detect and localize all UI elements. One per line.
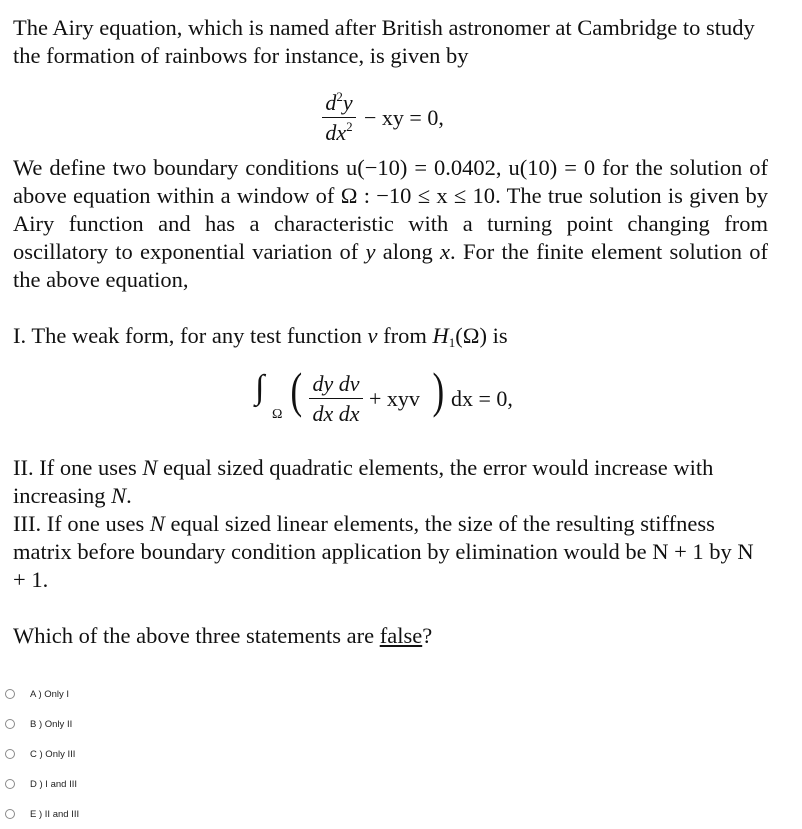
weak-form-middle-term: + xyv: [369, 386, 420, 411]
left-parenthesis: (: [290, 362, 303, 418]
radio-button-a[interactable]: [5, 689, 15, 699]
domain-window: Ω : −10 ≤ x ≤ 10: [340, 183, 496, 208]
definition-part2: for the solution of above equation within a window of: [13, 155, 769, 208]
option-d-label: D ) I and III: [30, 778, 77, 790]
definition-part5: . For the finite element solution of the above equation,: [13, 239, 768, 292]
matrix-size-cols: N + 1: [13, 539, 754, 592]
statement-two-prefix: II. If one uses: [13, 455, 143, 480]
var-y: y: [365, 239, 376, 264]
denominator-dx: dx: [325, 120, 347, 145]
matrix-size-rows: N + 1: [652, 539, 704, 564]
statement-two: [13, 454, 768, 510]
option-d[interactable]: [5, 774, 77, 794]
question-intro: The Airy equation, which is named after British astronomer at Cambridge to study the formation of rainbows for instance, is given by: [13, 15, 755, 68]
equation-remainder: − xy = 0,: [364, 105, 444, 130]
question-prompt: [13, 622, 768, 650]
option-a-label: A ) Only I: [30, 688, 70, 700]
by-word: by: [703, 539, 738, 564]
fraction-denominator: dx dx: [312, 401, 360, 426]
airy-equation: [320, 90, 480, 148]
prompt-emphasis: false: [379, 623, 423, 648]
right-parenthesis: ): [432, 362, 445, 418]
definition-part1: We define two boundary conditions: [13, 155, 346, 180]
var-n: N: [142, 455, 158, 480]
definition-part4: along: [375, 239, 441, 264]
option-b[interactable]: [5, 714, 72, 734]
option-e-label: E ) II and III: [30, 808, 80, 820]
statement-two-middle: equal sized quadratic elements, the error would increase with increasing: [13, 455, 714, 508]
radio-button-e[interactable]: [5, 809, 15, 819]
test-function-v: v: [367, 323, 378, 348]
sobolev-argument: (Ω): [455, 323, 487, 348]
statement-three-suffix: .: [42, 567, 49, 592]
radio-button-d[interactable]: [5, 779, 15, 789]
statement-one: [13, 322, 768, 350]
var-n: N: [111, 483, 127, 508]
statement-three-middle: equal sized linear elements, the size of the resulting stiffness matrix before boundary condition application by elimination would be: [13, 511, 715, 564]
fraction-numerator: [320, 90, 358, 116]
statement-three-prefix: III. If one uses: [13, 511, 150, 536]
radio-button-b[interactable]: [5, 719, 15, 729]
var-x: x: [440, 239, 451, 264]
var-n: N: [149, 511, 165, 536]
boundary-conditions-paragraph: [13, 154, 768, 294]
boundary-conditions: u(−10) = 0.0402, u(10) = 0: [345, 155, 596, 180]
weak-form-end: dx = 0,: [451, 386, 513, 411]
prompt-prefix: Which of the above three statements are: [13, 623, 380, 648]
numerator-exponent: 2: [336, 89, 343, 104]
option-b-label: B ) Only II: [30, 718, 73, 730]
statement-one-suffix: is: [486, 323, 508, 348]
radio-button-c[interactable]: [5, 749, 15, 759]
option-e[interactable]: [5, 804, 79, 824]
option-a[interactable]: [5, 684, 69, 704]
fraction-numerator: dy dv: [312, 371, 360, 396]
denominator-exponent: 2: [346, 119, 353, 134]
fraction-bar: [309, 398, 363, 399]
sobolev-space: H: [432, 323, 449, 348]
statement-one-middle: from: [377, 323, 433, 348]
integral-domain: Ω: [272, 407, 283, 422]
statement-three: [13, 510, 768, 594]
numerator-d: d: [325, 90, 337, 115]
numerator-y: y: [342, 90, 353, 115]
statement-one-prefix: I. The weak form, for any test function: [13, 323, 368, 348]
prompt-suffix: ?: [422, 623, 433, 648]
definition-part3: . The true solution is given by Airy function and has a characteristic with a turning point changing from oscillatory to exponential variation of: [13, 183, 769, 264]
integral-sign: ∫: [255, 369, 265, 406]
option-c-label: C ) Only III: [30, 748, 76, 760]
option-c[interactable]: [5, 744, 75, 764]
sobolev-subscript: 1: [448, 335, 456, 350]
statement-two-suffix: .: [126, 483, 132, 508]
weak-form-equation: [255, 362, 555, 434]
fraction-denominator: [320, 120, 358, 146]
